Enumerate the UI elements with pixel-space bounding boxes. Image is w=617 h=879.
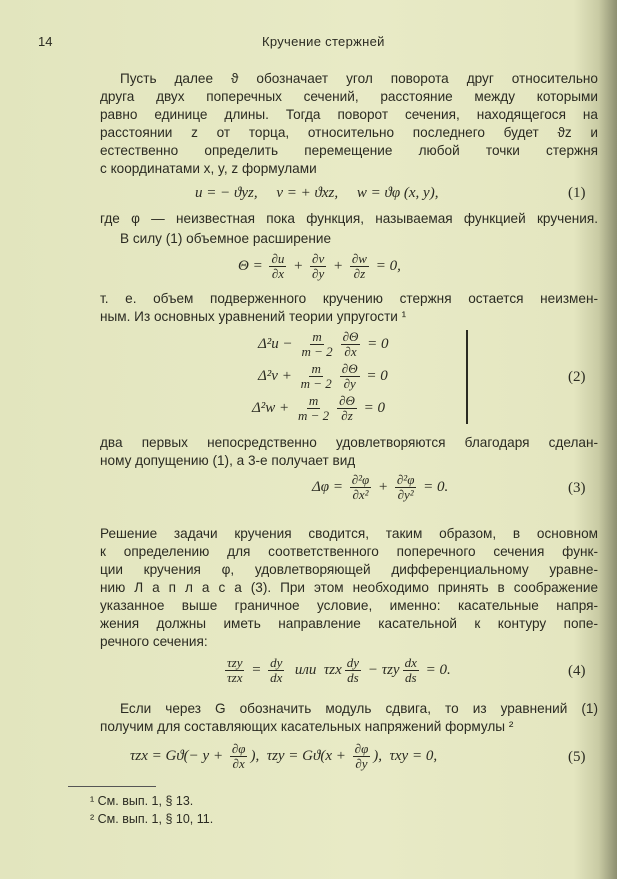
fraction [269,252,286,281]
text-line: равно единице длины. Тогда поворот сечения, находящегося на [100,107,598,122]
fraction-denominator: ds [347,670,359,685]
fraction-numerator: ∂²φ [396,472,415,487]
text-line: жения должны иметь направление касательной к контуру попе- [100,616,598,631]
fraction-numerator: ∂Θ [341,361,358,376]
fraction-numerator: ∂u [271,251,285,266]
equation [252,394,385,423]
fraction [310,252,326,281]
equation-text: = 0 [363,336,389,352]
equation-text: Δφ = [312,479,347,495]
fraction-denominator: ∂x [344,344,357,359]
fraction [350,252,369,281]
fraction [225,656,244,685]
equation-text: Θ = [238,258,267,274]
fraction-denominator: dx [270,670,283,685]
fraction-numerator: ∂Θ [342,329,359,344]
text-line: ному допущению (1), а 3-е получает вид [100,453,356,468]
text-line: В силу (1) объемное расширение [120,231,332,246]
footnote-1: ¹ См. вып. 1, § 13. [90,794,194,808]
fraction [230,742,248,771]
equation-text: + [374,479,392,495]
text-line: Решение задачи кручения сводится, таким образом, в основном [100,526,598,541]
text-line: речного сечения: [100,634,208,649]
fraction [395,473,417,502]
equation-text: Δ²w + [252,400,293,416]
fraction [296,394,331,423]
footnote-separator [68,786,156,787]
fraction-numerator: m [311,361,321,376]
equation [130,742,437,771]
fraction-denominator: ∂x² [352,487,369,502]
equation-text: = 0, [371,258,401,274]
fraction [353,742,371,771]
equation-text: = 0. [421,662,451,678]
fraction-denominator: ∂y [312,266,325,281]
fraction [345,656,361,685]
fraction-numerator: τzy [227,655,243,670]
equation [258,362,388,391]
fraction-denominator: ∂y [343,376,356,391]
text-line: Если через G обозначить модуль сдвига, то из уравнений (1) [120,701,598,716]
page-number: 14 [38,34,53,49]
fraction-numerator: m [308,393,319,408]
equation-text: + [329,258,347,274]
fraction-numerator: ∂φ [231,741,246,756]
text-line: т. е. объем подверженного кручению стержня остается неизмен- [100,291,598,306]
text-line: естественно определить перемещение любой точки стержня [100,143,598,158]
fraction-numerator: ∂²φ [351,472,370,487]
fraction-numerator: m [312,329,322,344]
fraction-denominator: m − 2 [300,376,332,391]
fraction-numerator: ∂v [312,251,325,266]
text-line: где φ — неизвестная пока функция, называемая функцией кручения. [100,211,598,226]
equation [195,185,438,202]
footnote-2: ² См. вып. 1, § 10, 11. [90,812,214,826]
fraction-numerator: ∂Θ [339,393,355,408]
equation-number: (4) [568,663,586,679]
text-line: нию Л а п л а с а (3). При этом необходимо принять в соображение [100,580,598,595]
text-line: с координатами x, y, z формулами [100,161,317,176]
fraction-numerator: ∂φ [354,741,369,756]
equation [312,473,448,502]
fraction [340,362,360,391]
equation-text: + [289,258,308,274]
fraction-denominator: ∂y² [397,487,414,502]
text-line: ции кручения φ, удовлетворяющей дифференциальному уравне- [100,562,598,577]
equation-text: = 0. [419,479,449,495]
fraction-numerator: ∂w [351,251,367,266]
text-line: ным. Из основных уравнений теории упругости ¹ [100,309,407,324]
fraction [268,656,284,685]
text-line: указанное выше граничное условие, именно: касательные напря- [100,598,598,613]
equation [222,656,451,685]
fraction-numerator: dy [270,655,283,670]
equation-number: (5) [568,749,586,765]
fraction-denominator: ∂x [232,756,245,771]
fraction [299,362,334,391]
equation-number: (3) [568,480,586,496]
fraction-denominator: ds [404,670,417,685]
equation-text: или τzx [287,662,342,678]
equation-text: = 0 [359,400,386,416]
equation-text: = [247,662,266,678]
equation [238,252,401,281]
fraction-denominator: τzx [227,670,243,685]
fraction [337,394,357,423]
fraction-denominator: ∂y [355,756,368,771]
fraction-numerator: dy [346,655,360,670]
text-line: друга двух поперечных сечений, расстояние между которыми [100,89,598,104]
text-line: расстоянии z от торца, относительно последнего будет ϑz и [100,125,598,140]
equation-text: ), τxy = 0, [373,748,438,764]
fraction-denominator: m − 2 [297,408,330,423]
equation-text: − τzy [364,662,400,678]
equation-text: τzx = Gϑ(− y + [130,748,227,764]
fraction [403,656,419,685]
running-header: Кручение стержней [262,34,385,49]
text-line: к определению для соответственного поперечного сечения функ- [100,544,598,559]
fraction-denominator: m − 2 [301,344,333,359]
text-line: два первых непосредственно удовлетворяются благодаря сделан- [100,435,598,450]
fraction-denominator: ∂z [353,266,366,281]
equation-number: (2) [568,369,586,385]
fraction-numerator: dx [404,655,417,670]
equation-text: ), τzy = Gϑ(x + [250,748,350,764]
text-line: получим для составляющих касательных напряжений формулы ² [100,719,514,734]
text-line: Пусть далее ϑ обозначает угол поворота друг относительно [120,71,598,86]
equation-text: Δ²u − [258,336,297,352]
fraction [299,330,334,359]
fraction [350,473,372,502]
equation-text: u = − ϑyz, v = + ϑxz, w = ϑφ (x, y), [195,185,439,201]
fraction-denominator: ∂x [271,266,285,281]
equation-system-bracket [466,330,468,424]
fraction [341,330,361,359]
equation-number: (1) [568,185,586,201]
fraction-denominator: ∂z [341,408,353,423]
equation [258,330,389,359]
equation-text: Δ²v + [258,368,296,384]
equation-text: = 0 [362,368,388,384]
